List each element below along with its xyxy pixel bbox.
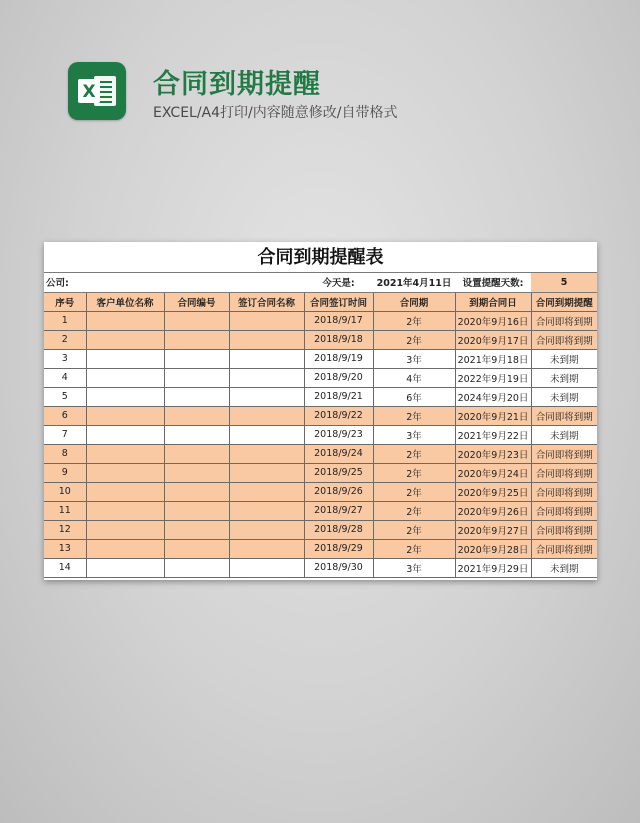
term-cell[interactable]: 2年 xyxy=(373,520,455,539)
column-header: 合同期 xyxy=(373,292,455,311)
contract-name-cell[interactable] xyxy=(229,558,304,577)
page-subtitle: EXCEL/A4打印/内容随意修改/自带格式 xyxy=(153,105,398,121)
column-header: 客户单位名称 xyxy=(86,292,164,311)
contract-name-cell[interactable] xyxy=(229,539,304,558)
expire-date-cell[interactable]: 2020年9月16日 xyxy=(455,311,531,330)
sign-date-cell[interactable]: 2018/9/20 xyxy=(304,368,373,387)
contract-code-cell[interactable] xyxy=(164,444,229,463)
expire-date-cell[interactable]: 2020年9月23日 xyxy=(455,444,531,463)
column-header: 签订合同名称 xyxy=(229,292,304,311)
contract-table xyxy=(44,273,597,578)
expire-date-cell[interactable]: 2020年9月24日 xyxy=(455,463,531,482)
status-cell[interactable]: 未到期 xyxy=(531,558,597,577)
contract-code-cell[interactable] xyxy=(164,520,229,539)
table-row xyxy=(44,463,597,482)
status-cell[interactable]: 合同即将到期 xyxy=(531,463,597,482)
contract-code-cell[interactable] xyxy=(164,406,229,425)
status-cell[interactable]: 未到期 xyxy=(531,425,597,444)
row-number[interactable]: 8 xyxy=(44,444,86,463)
table-row xyxy=(44,330,597,349)
company-label: 公司: xyxy=(44,273,86,292)
table-row xyxy=(44,368,597,387)
contract-name-cell[interactable] xyxy=(229,330,304,349)
excel-logo-icon xyxy=(68,62,126,120)
status-cell[interactable]: 未到期 xyxy=(531,349,597,368)
contract-code-cell[interactable] xyxy=(164,539,229,558)
status-cell[interactable]: 合同即将到期 xyxy=(531,444,597,463)
contract-name-cell[interactable] xyxy=(229,520,304,539)
sign-date-cell[interactable]: 2018/9/25 xyxy=(304,463,373,482)
status-cell[interactable]: 合同即将到期 xyxy=(531,539,597,558)
row-number[interactable]: 2 xyxy=(44,330,86,349)
row-number[interactable]: 1 xyxy=(44,311,86,330)
sheet-title: 合同到期提醒表 xyxy=(44,242,597,273)
term-cell[interactable]: 2年 xyxy=(373,463,455,482)
row-number[interactable]: 9 xyxy=(44,463,86,482)
sign-date-cell[interactable]: 2018/9/30 xyxy=(304,558,373,577)
sign-date-cell[interactable]: 2018/9/24 xyxy=(304,444,373,463)
sign-date-cell[interactable]: 2018/9/26 xyxy=(304,482,373,501)
status-cell[interactable]: 合同即将到期 xyxy=(531,330,597,349)
client-cell[interactable] xyxy=(86,311,164,330)
sign-date-cell[interactable]: 2018/9/22 xyxy=(304,406,373,425)
status-cell[interactable]: 合同即将到期 xyxy=(531,482,597,501)
term-cell[interactable]: 2年 xyxy=(373,330,455,349)
row-number[interactable]: 4 xyxy=(44,368,86,387)
sign-date-cell[interactable]: 2018/9/19 xyxy=(304,349,373,368)
spreadsheet-preview xyxy=(44,242,597,580)
client-cell[interactable] xyxy=(86,520,164,539)
client-cell[interactable] xyxy=(86,425,164,444)
expire-date-cell[interactable]: 2020年9月27日 xyxy=(455,520,531,539)
expire-date-cell[interactable]: 2021年9月22日 xyxy=(455,425,531,444)
today-value: 2021年4月11日 xyxy=(373,273,455,292)
expire-date-cell[interactable]: 2020年9月25日 xyxy=(455,482,531,501)
row-number[interactable]: 10 xyxy=(44,482,86,501)
term-cell[interactable]: 2年 xyxy=(373,444,455,463)
contract-code-cell[interactable] xyxy=(164,482,229,501)
client-cell[interactable] xyxy=(86,501,164,520)
remind-days-value[interactable]: 5 xyxy=(531,273,597,292)
sign-date-cell[interactable]: 2018/9/28 xyxy=(304,520,373,539)
sign-date-cell[interactable]: 2018/9/23 xyxy=(304,425,373,444)
logo-letter: X xyxy=(82,82,96,102)
table-row xyxy=(44,349,597,368)
contract-name-cell[interactable] xyxy=(229,482,304,501)
table-row xyxy=(44,539,597,558)
term-cell[interactable]: 4年 xyxy=(373,368,455,387)
contract-code-cell[interactable] xyxy=(164,425,229,444)
row-number[interactable]: 14 xyxy=(44,558,86,577)
contract-code-cell[interactable] xyxy=(164,311,229,330)
column-header: 合同签订时间 xyxy=(304,292,373,311)
contract-name-cell[interactable] xyxy=(229,387,304,406)
contract-name-cell[interactable] xyxy=(229,406,304,425)
row-number[interactable]: 6 xyxy=(44,406,86,425)
info-row xyxy=(44,273,597,292)
column-header: 合同编号 xyxy=(164,292,229,311)
table-row xyxy=(44,425,597,444)
sign-date-cell[interactable]: 2018/9/21 xyxy=(304,387,373,406)
company-value[interactable] xyxy=(86,273,164,292)
client-cell[interactable] xyxy=(86,330,164,349)
status-cell[interactable]: 未到期 xyxy=(531,368,597,387)
contract-code-cell[interactable] xyxy=(164,501,229,520)
status-cell[interactable]: 未到期 xyxy=(531,387,597,406)
table-row xyxy=(44,406,597,425)
table-row xyxy=(44,501,597,520)
term-cell[interactable]: 3年 xyxy=(373,425,455,444)
expire-date-cell[interactable]: 2020年9月21日 xyxy=(455,406,531,425)
status-cell[interactable]: 合同即将到期 xyxy=(531,311,597,330)
term-cell[interactable]: 3年 xyxy=(373,349,455,368)
client-cell[interactable] xyxy=(86,368,164,387)
contract-code-cell[interactable] xyxy=(164,387,229,406)
contract-name-cell[interactable] xyxy=(229,349,304,368)
status-cell[interactable]: 合同即将到期 xyxy=(531,406,597,425)
contract-code-cell[interactable] xyxy=(164,349,229,368)
row-number[interactable]: 11 xyxy=(44,501,86,520)
table-row xyxy=(44,387,597,406)
row-number[interactable]: 3 xyxy=(44,349,86,368)
contract-name-cell[interactable] xyxy=(229,368,304,387)
contract-name-cell[interactable] xyxy=(229,463,304,482)
row-number[interactable]: 5 xyxy=(44,387,86,406)
row-number[interactable]: 12 xyxy=(44,520,86,539)
expire-date-cell[interactable]: 2020年9月26日 xyxy=(455,501,531,520)
contract-code-cell[interactable] xyxy=(164,463,229,482)
expire-date-cell[interactable]: 2024年9月20日 xyxy=(455,387,531,406)
client-cell[interactable] xyxy=(86,444,164,463)
expire-date-cell[interactable]: 2020年9月17日 xyxy=(455,330,531,349)
client-cell[interactable] xyxy=(86,463,164,482)
remind-days-label: 设置提醒天数: xyxy=(455,273,531,292)
table-row xyxy=(44,558,597,577)
column-header: 到期合同日 xyxy=(455,292,531,311)
term-cell[interactable]: 6年 xyxy=(373,387,455,406)
page-title: 合同到期提醒 xyxy=(153,69,321,100)
table-row xyxy=(44,520,597,539)
contract-code-cell[interactable] xyxy=(164,558,229,577)
expire-date-cell[interactable]: 2021年9月18日 xyxy=(455,349,531,368)
term-cell[interactable]: 2年 xyxy=(373,406,455,425)
client-cell[interactable] xyxy=(86,406,164,425)
term-cell[interactable]: 2年 xyxy=(373,501,455,520)
column-header-row xyxy=(44,292,597,311)
client-cell[interactable] xyxy=(86,539,164,558)
sign-date-cell[interactable]: 2018/9/18 xyxy=(304,330,373,349)
contract-code-cell[interactable] xyxy=(164,330,229,349)
client-cell[interactable] xyxy=(86,558,164,577)
term-cell[interactable]: 2年 xyxy=(373,311,455,330)
table-row xyxy=(44,482,597,501)
status-cell[interactable]: 合同即将到期 xyxy=(531,501,597,520)
expire-date-cell[interactable]: 2022年9月19日 xyxy=(455,368,531,387)
expire-date-cell[interactable]: 2021年9月29日 xyxy=(455,558,531,577)
client-cell[interactable] xyxy=(86,349,164,368)
contract-name-cell[interactable] xyxy=(229,444,304,463)
today-label: 今天是: xyxy=(304,273,373,292)
contract-code-cell[interactable] xyxy=(164,368,229,387)
contract-name-cell[interactable] xyxy=(229,311,304,330)
client-cell[interactable] xyxy=(86,387,164,406)
row-number[interactable]: 7 xyxy=(44,425,86,444)
contract-name-cell[interactable] xyxy=(229,501,304,520)
contract-name-cell[interactable] xyxy=(229,425,304,444)
page-header xyxy=(68,62,628,126)
term-cell[interactable]: 3年 xyxy=(373,558,455,577)
sign-date-cell[interactable]: 2018/9/17 xyxy=(304,311,373,330)
column-header: 合同到期提醒 xyxy=(531,292,597,311)
term-cell[interactable]: 2年 xyxy=(373,482,455,501)
table-row xyxy=(44,444,597,463)
row-number[interactable]: 13 xyxy=(44,539,86,558)
expire-date-cell[interactable]: 2020年9月28日 xyxy=(455,539,531,558)
status-cell[interactable]: 合同即将到期 xyxy=(531,520,597,539)
client-cell[interactable] xyxy=(86,482,164,501)
sign-date-cell[interactable]: 2018/9/27 xyxy=(304,501,373,520)
term-cell[interactable]: 2年 xyxy=(373,539,455,558)
sign-date-cell[interactable]: 2018/9/29 xyxy=(304,539,373,558)
table-row xyxy=(44,311,597,330)
column-header: 序号 xyxy=(44,292,86,311)
